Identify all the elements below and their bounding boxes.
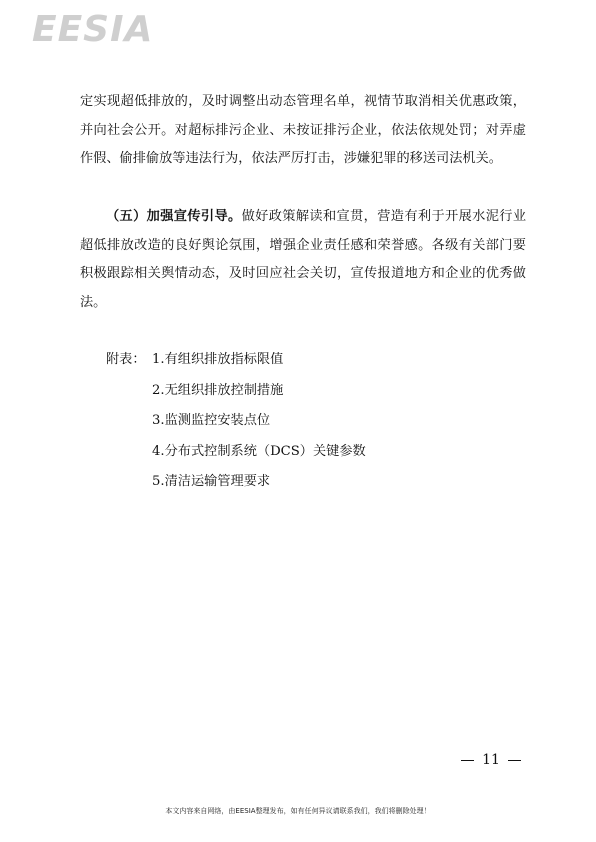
page-number-value: 11 (482, 752, 500, 768)
attachment-item: 2.无组织排放控制措施 (152, 382, 284, 398)
eesia-logo: EESIA (32, 9, 154, 50)
section-5-paragraph (80, 203, 526, 317)
attachments-list (152, 350, 366, 503)
section-5-body: 做好政策解读和宣贯，营造有利于开展水泥行业超低排放改造的良好舆论氛围，增强企业责任感和荣誉感。各级有关部门要积极跟踪相关舆情动态，及时回应社会关切，宣传报道地方和企业的优秀做法。 (80, 209, 527, 310)
page-number (461, 752, 521, 768)
dash-left (461, 760, 474, 761)
body-paragraph-continued: 定实现超低排放的，及时调整出动态管理名单，视情节取消相关优惠政策，并向社会公开。对超标排污企业、未按证排污企业，依法依规处罚；对弄虚作假、偷排偷放等违法行为，依法严厉打击，涉嫌犯罪的移送司法机关。 (80, 94, 526, 166)
attachment-item: 5.清洁运输管理要求 (152, 474, 271, 489)
attachment-item: 1.有组织排放指标限值 (152, 352, 284, 367)
dash-right (508, 760, 521, 761)
section-5-heading: （五）加强宣传引导。 (106, 209, 242, 224)
attachments-label: 附表： (106, 352, 146, 367)
attachment-item: 3.监测监控安装点位 (152, 413, 271, 428)
attachment-item: 4.分布式控制系统（DCS）关键参数 (152, 443, 366, 459)
footer-disclaimer: 本文内容来自网络，由EESIA整理发布，如有任何异议请联系我们，我们将删除处理！ (165, 807, 431, 815)
